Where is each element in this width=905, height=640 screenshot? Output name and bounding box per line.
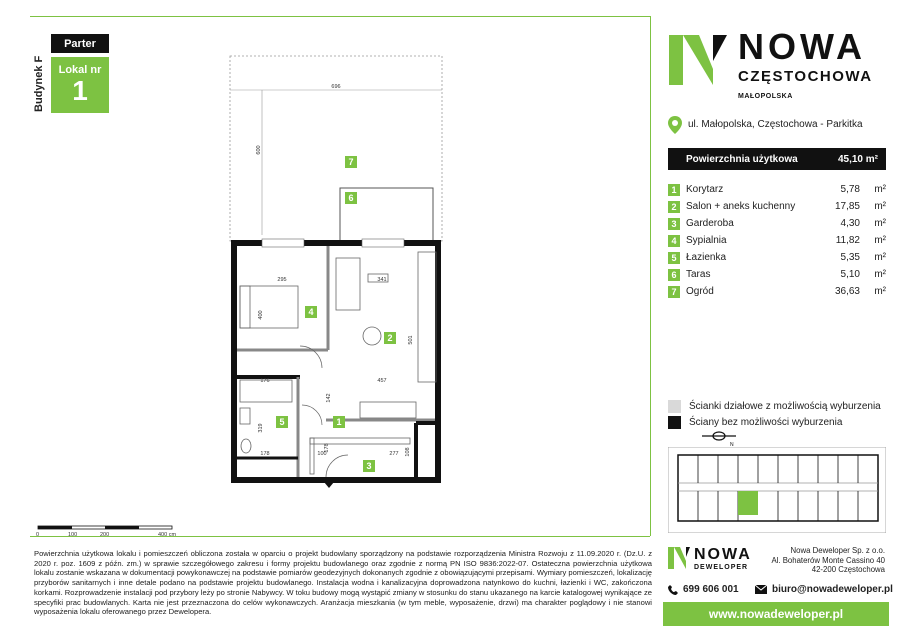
room-num: 3 bbox=[668, 218, 680, 230]
unit-tag bbox=[51, 57, 109, 113]
legend-non-removable bbox=[668, 416, 842, 429]
key-plan bbox=[668, 447, 886, 533]
dim-living-depth: 501 bbox=[408, 335, 414, 345]
room-unit: m² bbox=[874, 286, 886, 297]
room-num: 4 bbox=[668, 235, 680, 247]
dim-hall-depth: 142 bbox=[326, 393, 332, 403]
room-area: 4,30 bbox=[840, 218, 860, 229]
room-name: Garderoba bbox=[686, 218, 734, 229]
area-table-header bbox=[668, 148, 886, 170]
sofa bbox=[336, 258, 360, 310]
scale-bar bbox=[34, 524, 184, 538]
room-name: Salon + aneks kuchenny bbox=[686, 201, 796, 212]
dim-bedroom-depth: 400 bbox=[258, 310, 264, 320]
dim-bath-depth: 319 bbox=[258, 423, 264, 433]
room-row bbox=[668, 249, 886, 266]
company-name: Nowa Deweloper Sp. z o.o. bbox=[790, 546, 885, 555]
room-row bbox=[668, 198, 886, 215]
room-unit: m² bbox=[874, 235, 886, 246]
n-logo-icon bbox=[669, 35, 727, 85]
room-num: 5 bbox=[668, 252, 680, 264]
location-pin-icon bbox=[668, 116, 682, 134]
footer-note: Powierzchnia użytkowa lokalu i pomieszczeń obliczona została w oparciu o projekt budowlany sporządzony na podstawie rozporządzenia Ministra Rozwoju z 11.09.2020 r. (Dz.U. z 2020 r. poz. 1609 z późn. zm.) w sprawie szczegółowego zakresu i formy projektu budowlanego oraz zgodnie z normą PN ISO 9836:2022-07. Ostateczna powierzchnia użytkowa lokalu zostanie wskazana w dokumentacji powykonawczej na podstawie pomiarów geodezyjnych dokonanych zgodnie z obowiązującymi przepisami. Wymiary pomieszczeń, lokalizację przyborów sanitarnych i inne detale podano na podstawie projektu budowlanego. Instalacja wodna i kanalizacyjna doprowadzona natynkowo do kuchni, łazienki i WC, zakończona korkami. Rozprowadzenie instalacji pod przybory leży po stronie Nabywcy. W toku budowy mogą wystąpić zmiany w stosunku do stanu ukazanego na karcie katalogowej wynikające ze specyfiki prac budowlanych. Karta nie jest przeznaczona do celów wykonawczych. Aranżacja mieszkania (w tym meble, wyposażenie, drzwi) ma charakter poglądowy i nie stanowi wyposażenia lokalu oferowanego przez Dewelopera. bbox=[34, 549, 652, 617]
unit-label: Lokal nr bbox=[58, 64, 102, 76]
company-city: 42-200 Częstochowa bbox=[811, 565, 885, 574]
dim-right-small: 108 bbox=[405, 447, 411, 457]
legend-removable bbox=[668, 400, 881, 413]
room-row bbox=[668, 283, 886, 300]
phone-contact[interactable] bbox=[668, 584, 739, 595]
email-contact[interactable] bbox=[755, 584, 893, 595]
room-area: 11,82 bbox=[835, 235, 860, 246]
developer-brand: NOWA bbox=[694, 546, 752, 563]
scale-200: 200 bbox=[100, 532, 110, 538]
room-num: 1 bbox=[668, 184, 680, 196]
developer-logo-icon bbox=[668, 547, 690, 569]
room-label-2: 2 bbox=[387, 333, 393, 343]
room-unit: m² bbox=[874, 218, 886, 229]
room-label-5: 5 bbox=[279, 417, 285, 427]
dim-garden-depth: 600 bbox=[256, 145, 262, 155]
brand-name: NOWA bbox=[738, 26, 866, 67]
room-row bbox=[668, 266, 886, 283]
scale-400: 400 cm bbox=[158, 532, 177, 538]
dim-mid-width: 457 bbox=[377, 378, 387, 384]
room-row bbox=[668, 232, 886, 249]
dim-bath-width: 176 bbox=[260, 378, 270, 384]
email-address: biuro@nowadeweloper.pl bbox=[772, 584, 893, 595]
dim-bedroom-width: 295 bbox=[277, 277, 287, 283]
kitchen-counter bbox=[418, 252, 436, 382]
room-num: 6 bbox=[668, 269, 680, 281]
toilet bbox=[241, 439, 251, 453]
room-name: Łazienka bbox=[686, 252, 727, 263]
developer-sub: DEWELOPER bbox=[694, 564, 749, 571]
room-label-1: 1 bbox=[336, 417, 342, 427]
legend-swatch-grey bbox=[668, 400, 681, 413]
legend-removable-text: Ścianki działowe z możliwością wyburzenia bbox=[689, 401, 881, 412]
legend-non-removable-text: Ściany bez możliwości wyburzenia bbox=[689, 417, 843, 428]
room-name: Korytarz bbox=[686, 184, 724, 195]
room-name: Ogród bbox=[686, 286, 714, 297]
total-area-label: Powierzchnia użytkowa bbox=[686, 153, 798, 165]
room-unit: m² bbox=[874, 269, 886, 280]
room-label-7: 7 bbox=[348, 157, 354, 167]
room-row bbox=[668, 215, 886, 232]
room-name: Taras bbox=[686, 269, 711, 280]
washbasin bbox=[240, 408, 250, 424]
room-area: 36,63 bbox=[834, 286, 860, 297]
room-label-6: 6 bbox=[348, 193, 354, 203]
company-street: Al. Bohaterów Monte Cassino 40 bbox=[771, 555, 885, 565]
website-link[interactable]: www.nowadeweloper.pl bbox=[663, 602, 889, 626]
dim-living-width: 341 bbox=[377, 277, 387, 283]
scale-100: 100 bbox=[68, 532, 78, 538]
scale-0: 0 bbox=[36, 532, 40, 538]
room-row bbox=[668, 181, 886, 198]
legend-swatch-black bbox=[668, 416, 681, 429]
room-area: 5,35 bbox=[840, 252, 860, 263]
room-label-3: 3 bbox=[366, 461, 372, 471]
dim-bottom-mid: 100 bbox=[317, 451, 327, 457]
room-num: 2 bbox=[668, 201, 680, 213]
room-num: 7 bbox=[668, 286, 680, 298]
room-unit: m² bbox=[874, 201, 886, 212]
developer-address bbox=[760, 546, 885, 575]
area-table bbox=[668, 148, 886, 300]
compass-icon bbox=[700, 430, 740, 448]
phone-number: 699 606 001 bbox=[683, 584, 739, 595]
room-area: 5,78 bbox=[840, 184, 860, 195]
address-text: ul. Małopolska, Częstochowa - Parkitka bbox=[688, 119, 863, 130]
room-label-4: 4 bbox=[308, 307, 314, 317]
room-name: Sypialnia bbox=[686, 235, 727, 246]
floor-plan bbox=[150, 40, 470, 500]
phone-icon bbox=[668, 585, 678, 595]
total-area-value: 45,10 m² bbox=[837, 153, 878, 165]
room-unit: m² bbox=[874, 252, 886, 263]
bed bbox=[240, 286, 298, 328]
wardrobe bbox=[310, 438, 410, 444]
building-label: Budynek F bbox=[33, 55, 45, 112]
floor-tag: Parter bbox=[51, 34, 109, 53]
dim-bottom-right: 277 bbox=[389, 451, 399, 457]
unit-number: 1 bbox=[72, 75, 88, 106]
dim-bottom-mid2: 178 bbox=[324, 443, 330, 453]
dim-bottom-left: 178 bbox=[260, 451, 270, 457]
vertical-divider bbox=[650, 16, 651, 536]
room-area: 5,10 bbox=[840, 269, 860, 280]
dim-garden-width: 696 bbox=[331, 84, 341, 90]
svg-text:N: N bbox=[730, 442, 734, 448]
brand-city: CZĘSTOCHOWA bbox=[738, 68, 873, 85]
dining-table bbox=[363, 327, 381, 345]
key-plan-highlight bbox=[738, 491, 758, 515]
entrance-arrow bbox=[324, 482, 334, 488]
brand-region: MAŁOPOLSKA bbox=[738, 93, 793, 100]
room-unit: m² bbox=[874, 184, 886, 195]
top-divider bbox=[30, 16, 650, 17]
email-icon bbox=[755, 585, 767, 594]
room-area: 17,85 bbox=[834, 201, 860, 212]
